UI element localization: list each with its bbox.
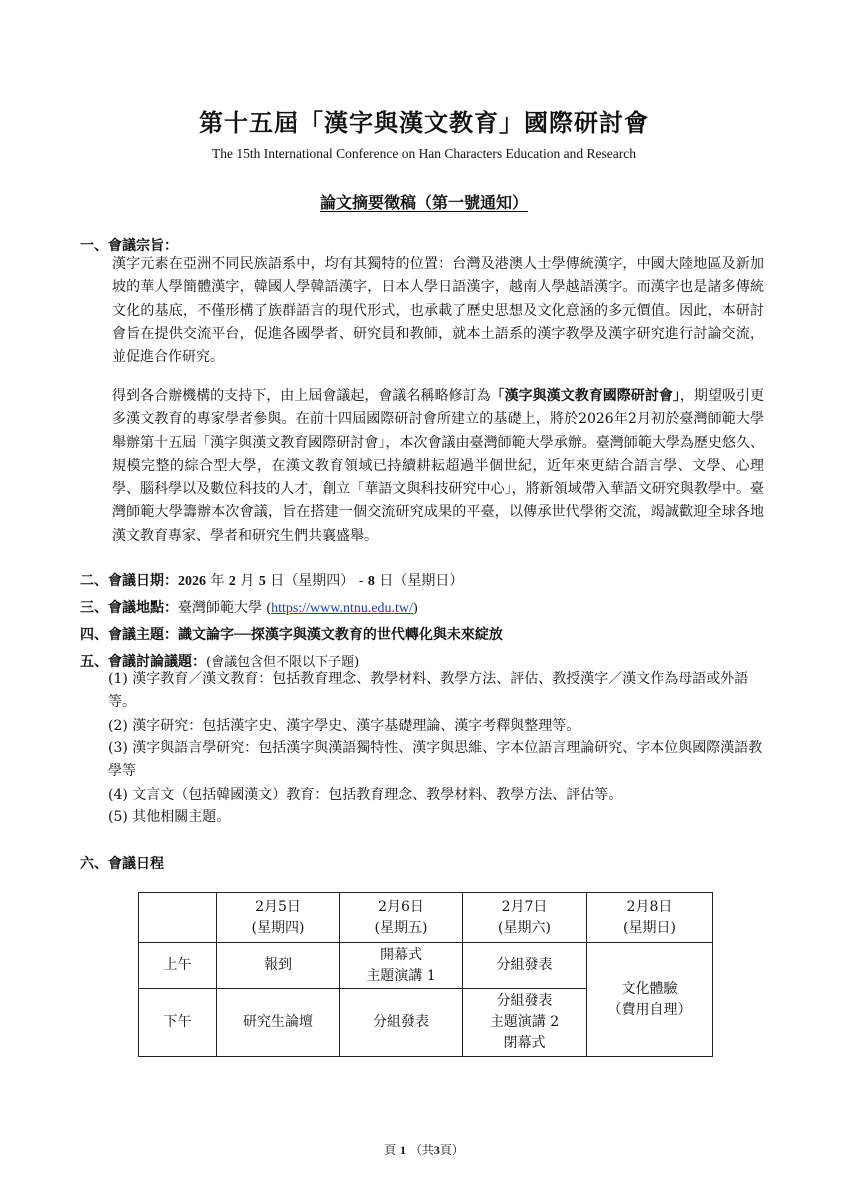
section-1-paragraph-1: 漢字元素在亞洲不同民族語系中，均有其獨特的位置：台灣及港澳人士學傳統漢字，中國大陸地區及新加坡的華人學簡體漢字，韓國人學韓語漢字，日本人學日語漢字，越南人學越語漢字。而漢字也是諸多傳統文化的基底，不僅形構了族群語言的現代形式，也承載了歷史思想及文化意涵的多元價值。因此，本研討會旨在提供交流平台，促進各國學者、研究員和教師，就本土語系的漢字教學及漢字研究進行討論交流，並促進合作研究。 <box>112 256 764 366</box>
section-1-heading: 一、會議宗旨： <box>80 238 178 254</box>
page-title: 第十五屆「漢字與漢文教育」國際研討會 <box>199 108 649 137</box>
schedule-table <box>138 892 713 1057</box>
schedule-cell: 分組發表 <box>463 943 587 989</box>
schedule-col-header: 2月6日 (星期五) <box>340 893 463 943</box>
schedule-row-morning <box>139 943 713 989</box>
schedule-cell: 研究生論壇 <box>217 989 340 1057</box>
section-5-topics-heading: 五、會議討論議題：(會議包含但不限以下子題) <box>80 654 360 670</box>
call-for-papers-title: 論文摘要徵稿（第一號通知） <box>319 193 528 212</box>
section-1-paragraph-2: 得到各合辦機構的支持下，由上屆會議起，會議名稱略修訂為「漢字與漢文教育國際研討會」，期望吸引更多漢文教育的專家學者參與。在前十四屆國際研討會所建立的基礎上，將於2026年2月初於臺灣師範大學舉辦第十五屆「漢字與漢文教育國際研討會」，本次會議由臺灣師範大學承辦。臺灣師範大學為歷史悠久、規模完整的綜合型大學，在漢文教育領域已持續耕耘超過半個世紀，近年來更結合語言學、文學、心理學、腦科學以及數位科技的人才，創立「華語文與科技研究中心」，將新領域帶入華語文研究與教學中。臺灣師範大學籌辦本次會議，旨在搭建一個交流研究成果的平臺，以傳承世代學術交流，竭誠歡迎全球各地漢文教育專家、學者和研究生們共襄盛舉。 <box>112 388 765 544</box>
section-6-heading: 六、會議日程 <box>80 856 164 872</box>
schedule-corner-cell <box>139 893 217 943</box>
schedule-col-header: 2月8日 (星期日) <box>587 893 713 943</box>
topic-item-1: (1) 漢字教育／漢文教育：包括教育理念、教學材料、教學方法、評估、教授漢字／漢文作為母語或外語等。 <box>108 671 749 710</box>
page-footer: 頁 1 （共3頁） <box>384 1143 464 1157</box>
section-4-theme: 四、會議主題：識文論字──探漢字與漢文教育的世代轉化與未來綻放 <box>80 627 503 643</box>
schedule-cell: 分組發表 主題演講 2 閉幕式 <box>463 989 587 1057</box>
schedule-row-label: 上午 <box>139 943 217 989</box>
topic-item-4: (4) 文言文（包括韓國漢文）教育：包括教育理念、教學材料、教學方法、評估等。 <box>108 787 623 803</box>
section-3-venue: 三、會議地點：臺灣師範大學 (https://www.ntnu.edu.tw/) <box>80 600 418 616</box>
topic-item-3: (3) 漢字與語言學研究：包括漢字與漢語獨特性、漢字與思維、字本位語言理論研究、字本位與國際漢語教學等 <box>108 740 763 779</box>
schedule-cell-culture: 文化體驗 （費用自理） <box>587 943 713 1057</box>
schedule-cell: 報到 <box>217 943 340 989</box>
topic-item-5: (5) 其他相關主題。 <box>108 809 231 825</box>
schedule-col-header: 2月7日 (星期六) <box>463 893 587 943</box>
section-2-dates: 二、會議日期：2026 年 2 月 5 日（星期四） - 8 日（星期日） <box>80 573 464 589</box>
venue-website-link[interactable]: https://www.ntnu.edu.tw/ <box>271 601 413 616</box>
schedule-col-header: 2月5日 (星期四) <box>217 893 340 943</box>
page-subtitle: The 15th International Conference on Han Characters Education and Research <box>212 146 636 161</box>
topic-item-2: (2) 漢字研究：包括漢字史、漢字學史、漢字基礎理論、漢字考釋與整理等。 <box>108 718 581 734</box>
schedule-cell: 開幕式 主題演講 1 <box>340 943 463 989</box>
schedule-cell: 分組發表 <box>340 989 463 1057</box>
schedule-row-label: 下午 <box>139 989 217 1057</box>
schedule-header-row <box>139 893 713 943</box>
